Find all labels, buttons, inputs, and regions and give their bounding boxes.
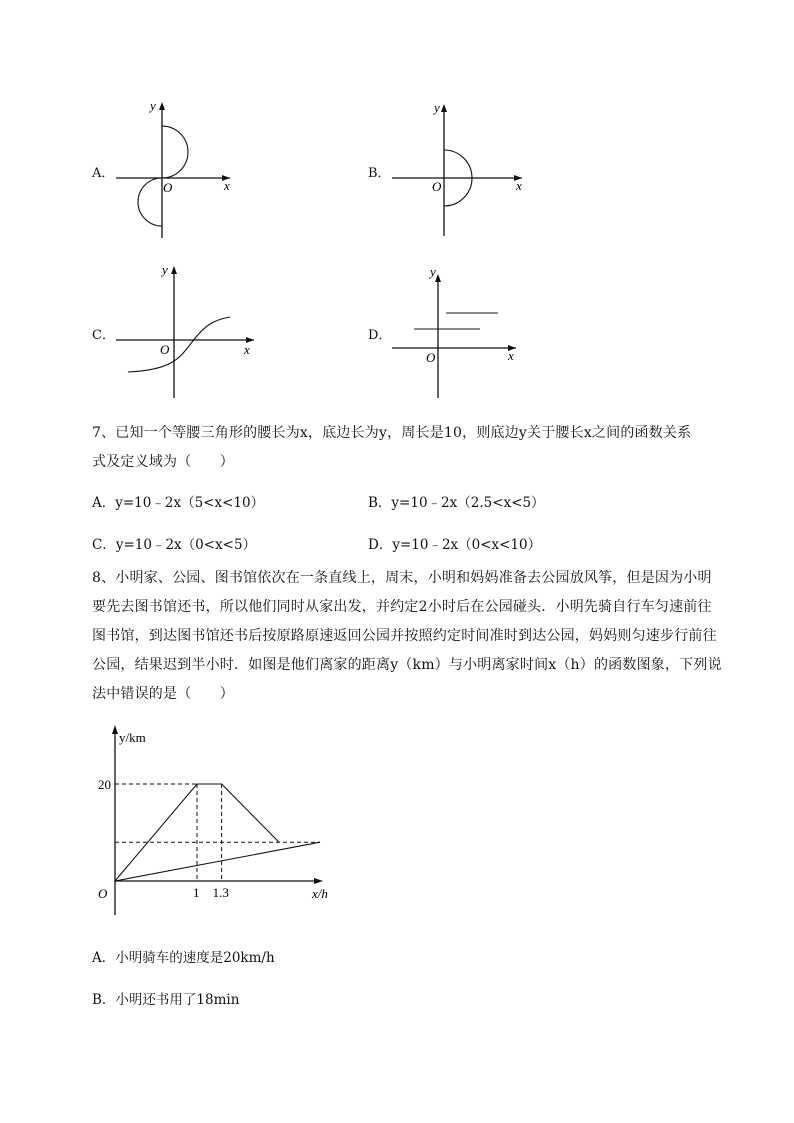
question-8-stem [92,564,742,709]
x-label: x [508,348,514,363]
question-8-line-3: 图书馆，到达图书馆还书后按原路原速返回公园并按照约定时间准时到达公园，妈妈则匀速步行前往 [92,628,717,644]
origin-label: O [163,180,173,195]
lower-semicircle [138,178,162,226]
question-7-choice-d: D．y=10﹣2x（0<x<10） [368,537,542,553]
graph-b [388,100,528,240]
y-label: y [150,98,156,113]
y-axis-arrow [159,102,165,110]
x-axis-arrow [314,878,323,884]
series-mom-line [115,842,320,881]
graph-c [112,262,262,402]
option-d-label: D． [368,328,392,343]
option-b-label: B． [368,166,391,181]
question-7-line-2: 式及定义域为（ ） [92,454,234,470]
question-8-line-5: 法中错误的是（ ） [92,686,234,702]
origin-label: O [98,886,108,901]
question-7-choice-c: C．y=10﹣2x（0<x<5） [92,537,257,553]
y-label: y [162,262,168,277]
graph-d [388,262,528,402]
question-8-choice-a: A．小明骑车的速度是20km/h [92,950,275,966]
x-axis-title: x/h [312,886,328,901]
question-8-line-4: 公园，结果迟到半小时．如图是他们离家的距离y（km）与小明离家时间x（h）的函数图象，下列说 [92,657,722,673]
x-tick-label-1-3: 1.3 [212,885,229,900]
s-curve [128,317,230,372]
x-tick-label-1: 1 [193,885,200,900]
question-8-choice-b: B．小明还书用了18min [92,992,240,1008]
origin-label: O [432,179,442,194]
x-label: x [244,342,250,357]
distance-time-chart [90,720,360,925]
question-7-stem [92,419,742,477]
y-tick-label-20: 20 [98,777,111,792]
question-7-choice-a: A．y=10﹣2x（5<x<10） [92,495,265,511]
y-axis-arrow [171,266,177,274]
option-c-label: C． [92,328,115,343]
origin-label: O [426,350,436,365]
option-a-label: A． [92,166,115,181]
question-7-line-1: 7、已知一个等腰三角形的腰长为x，底边长为y，周长是10，则底边y关于腰长x之间的函数关系 [92,425,692,441]
x-label: x [516,178,522,193]
question-8-line-2: 要先去图书馆还书，所以他们同时从家出发，并约定2小时后在公园碰头．小明先骑自行车匀速前往 [92,599,712,615]
y-label: y [434,100,440,115]
y-axis-arrow [441,104,447,112]
question-7-choice-b: B．y=10﹣2x（2.5<x<5） [368,495,545,511]
graph-a [112,98,242,243]
y-axis-arrow [112,725,118,734]
question-8-line-1: 8、小明家、公园、图书馆依次在一条直线上，周末，小明和妈妈准备去公园放风筝，但是因为小明 [92,570,712,586]
y-axis-title: y/km [119,730,146,745]
y-axis-arrow [435,274,441,282]
x-label: x [224,178,230,193]
upper-semicircle [162,126,188,178]
y-label: y [430,264,436,279]
origin-label: O [160,342,170,357]
